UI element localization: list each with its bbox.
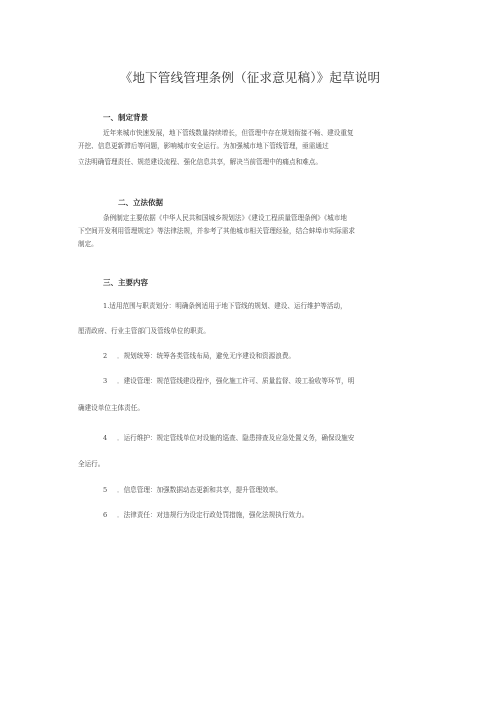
list-item-number: 2 [103, 352, 108, 360]
list-item-text: ．规划统筹：统筹各类管线布局，避免无序建设和资源浪费。 [117, 352, 296, 360]
list-item-text: ．建设管理：规范管线建设程序，强化施工许可、质量监督、竣工验收等环节，明 [117, 377, 355, 385]
list-item-6 [103, 510, 308, 520]
section-heading-legal-basis: 二、立法依据 [118, 198, 163, 207]
list-item-3-line1 [103, 376, 354, 386]
paragraph-line: 立法明确管理责任、规范建设流程、强化信息共享，解决当前管理中的痛点和难点。 [78, 158, 322, 166]
list-item-1-line1 [103, 301, 347, 311]
list-item-4-line2: 全运行。 [78, 460, 105, 468]
section-heading-background: 一、制定背景 [103, 113, 148, 122]
list-item-5 [103, 485, 282, 495]
list-item-number: 4 [103, 434, 108, 442]
paragraph-line: 近年来城市快速发展，地下管线数量持续增长，但管理中存在规划衔接不畅、建设重复 [103, 129, 354, 137]
list-item-number: 6 [103, 511, 108, 519]
paragraph-line: 制定。 [78, 240, 98, 248]
list-item-2 [103, 351, 295, 361]
list-item-text: 适用范围与职责划分：明确条例适用于地下管线的规划、建设、运行维护等活动， [109, 302, 347, 310]
section-heading-main-content: 三、主要内容 [103, 278, 148, 287]
list-item-number: 1. [103, 302, 110, 310]
document-title: 《地下管线管理条例（征求意见稿）》起草说明 [119, 70, 381, 85]
list-item-3-line2: 确建设单位主体责任。 [78, 404, 144, 412]
list-item-number: 5 [103, 486, 108, 494]
list-item-number: 3 [103, 377, 108, 385]
list-item-1-line2: 厘清政府、行业主管部门及管线单位的职责。 [78, 327, 210, 335]
paragraph-line: 条例制定主要依据《中华人民共和国城乡规划法》《建设工程质量管理条例》《城市地 [103, 214, 347, 222]
paragraph-line: 下空间开发利用管理规定》等法律法规，并参考了其他城市相关管理经验，结合蚌埠市实际需求 [78, 227, 355, 235]
list-item-text: ．信息管理：加强数据动态更新和共享，提升管理效率。 [117, 486, 282, 494]
list-item-4-line1 [103, 433, 354, 443]
list-item-text: ．法律责任：对违规行为设定行政处罚措施，强化法规执行效力。 [117, 511, 309, 519]
list-item-text: ．运行维护：规定管线单位对设施的巡查、隐患排查及应急处置义务，确保设施安 [117, 434, 355, 442]
paragraph-line: 开挖、信息更新滞后等问题，影响城市安全运行。为加强城市地下管线管理，亟需通过 [78, 142, 329, 150]
